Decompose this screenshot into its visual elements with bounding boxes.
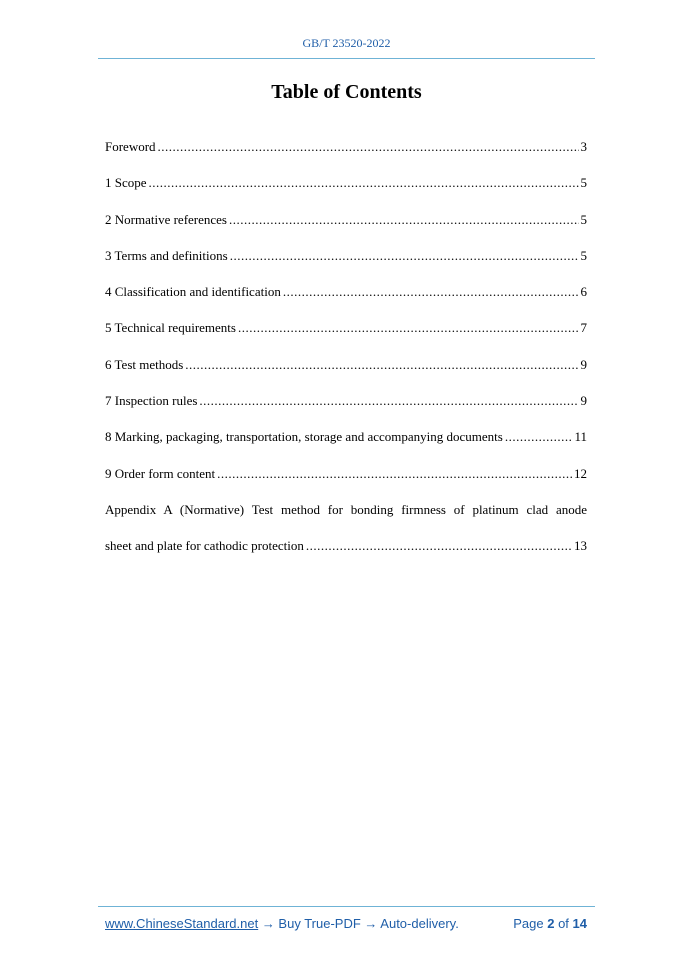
toc-entry-page: 7: [580, 320, 587, 336]
toc-dot-leader: [229, 210, 579, 230]
toc-entry-label: 5 Technical requirements: [105, 320, 236, 336]
toc-entry-test-methods[interactable]: [105, 355, 587, 391]
footer-promo: [105, 916, 459, 931]
page-of: of: [558, 916, 569, 931]
page-word: Page: [513, 916, 544, 931]
toc-entry-page: 3: [580, 139, 587, 154]
toc-entry-continuation: [105, 536, 587, 572]
footer-divider: [98, 906, 595, 907]
toc-entry-marking-packaging[interactable]: [105, 427, 587, 463]
page-current: 2: [547, 916, 555, 931]
header-doc-code: GB/T 23520-2022: [302, 36, 391, 50]
toc-entry-label: Foreword: [105, 139, 156, 154]
toc-entry-page: 13: [574, 538, 587, 554]
toc-dot-leader: [505, 427, 573, 447]
toc-entry-foreword[interactable]: [105, 137, 587, 173]
toc-entry-label: sheet and plate for cathodic protection: [105, 538, 304, 554]
toc-entry-label: 8 Marking, packaging, transportation, storage and accompanying documents: [105, 429, 503, 445]
toc-dot-leader: [149, 173, 579, 193]
toc-dot-leader: [217, 464, 572, 484]
toc-entry-page: 9: [580, 356, 587, 372]
toc-dot-leader: [199, 391, 578, 411]
toc-entry-technical-requirements[interactable]: [105, 318, 587, 354]
toc-entry-label: 3 Terms and definitions: [105, 247, 228, 263]
toc-dot-leader: [306, 536, 572, 556]
toc-entry-inspection-rules[interactable]: [105, 391, 587, 427]
toc-entry-page: 5: [580, 175, 587, 191]
footer-tagline: → Buy True-PDF → Auto-delivery.: [258, 916, 459, 931]
toc-entry-order-form[interactable]: [105, 464, 587, 500]
toc-entry-terms-definitions[interactable]: [105, 246, 587, 282]
toc-dot-leader: [185, 355, 578, 375]
toc-entry-page: 5: [580, 247, 587, 263]
table-of-contents: [105, 137, 587, 573]
toc-entry-scope[interactable]: [105, 173, 587, 209]
page-footer: [105, 916, 587, 931]
toc-dot-leader: [230, 246, 579, 266]
toc-entry-label: 7 Inspection rules: [105, 393, 198, 409]
toc-entry-page: 6: [580, 284, 587, 300]
toc-entry-label: 6 Test methods: [105, 356, 184, 372]
toc-entry-label: 4 Classification and identification: [105, 284, 281, 300]
toc-dot-leader: [283, 282, 579, 302]
toc-entry-label: 1 Scope: [105, 175, 147, 191]
toc-entry-appendix-a[interactable]: [105, 500, 587, 573]
toc-entry-classification[interactable]: [105, 282, 587, 318]
toc-dot-leader: [158, 137, 579, 157]
toc-entry-label: 2 Normative references: [105, 211, 227, 227]
page-total: 14: [572, 916, 587, 931]
footer-website-link[interactable]: www.ChineseStandard.net: [105, 916, 259, 931]
toc-dot-leader: [238, 318, 579, 338]
page-title: Table of Contents: [271, 81, 422, 103]
toc-entry-label: 9 Order form content: [105, 465, 216, 481]
toc-entry-page: 11: [574, 429, 587, 445]
page-number: [513, 916, 587, 931]
toc-entry-normative-references[interactable]: [105, 210, 587, 246]
toc-entry-page: 12: [574, 465, 587, 481]
toc-entry-label: Appendix A (Normative) Test method for bonding firmness of platinum clad anode: [105, 501, 587, 517]
toc-entry-page: 5: [580, 211, 587, 227]
toc-entry-page: 9: [580, 393, 587, 409]
header-divider: [98, 58, 595, 59]
